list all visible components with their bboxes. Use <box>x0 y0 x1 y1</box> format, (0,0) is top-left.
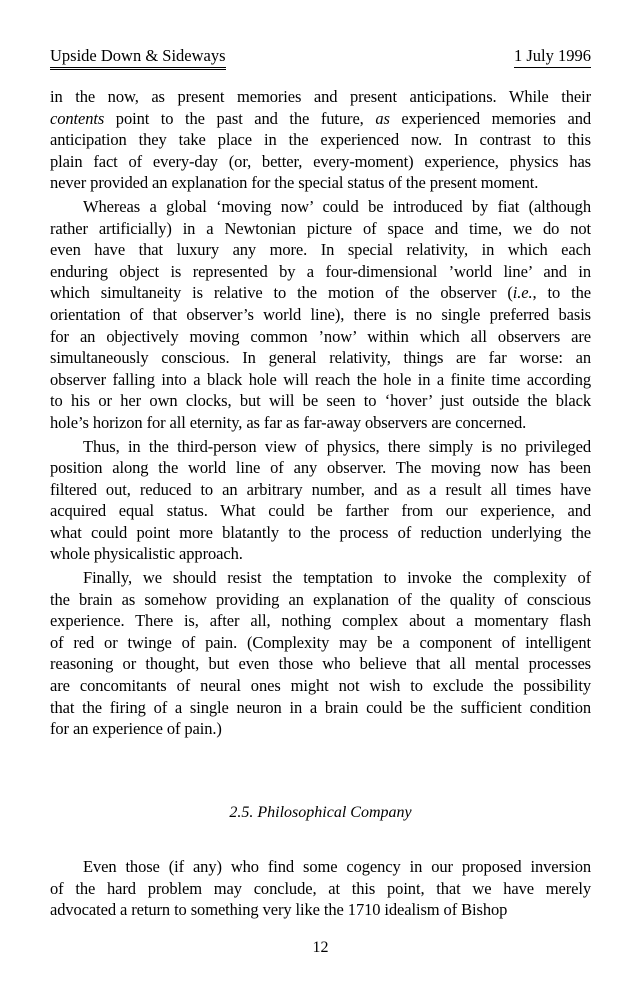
paragraph <box>50 567 591 740</box>
text-line <box>50 347 591 369</box>
text-run: rather artificially) in a Newtonian picture of space and time, we do not <box>50 218 591 238</box>
text-line <box>50 899 591 921</box>
text-line <box>50 282 591 304</box>
text-line <box>50 151 591 173</box>
text-run: are concomitants of neural ones might not wish to exclude the possibility <box>50 676 591 696</box>
text-run: what could point more blatantly to the process of reduction underlying the <box>50 522 591 542</box>
page-number: 12 <box>312 939 329 956</box>
text-line <box>50 412 591 434</box>
text-line <box>50 697 591 719</box>
text-run: of the hard problem may conclude, at this point, that we have merely <box>50 878 591 898</box>
text-run: orientation of that observer’s world line), there is no single preferred basis <box>50 304 591 324</box>
section-heading <box>0 802 641 824</box>
text-run: Finally, we should resist the temptation to invoke the complexity of <box>83 568 591 588</box>
text-line <box>50 261 591 283</box>
text-line <box>50 567 591 589</box>
text-line <box>50 718 591 740</box>
text-line <box>50 500 591 522</box>
text-line <box>50 653 591 675</box>
text-run: experienced memories and <box>389 108 591 128</box>
text-line <box>50 239 591 261</box>
text-line <box>50 610 591 632</box>
text-line <box>50 479 591 501</box>
text-line <box>50 86 591 108</box>
text-run: plain fact of every-day (or, better, every-moment) experience, physics has <box>50 151 591 171</box>
paragraph <box>50 856 591 921</box>
text-run: to his or her own clocks, but will be seen to ‘hover’ just outside the black <box>50 391 591 411</box>
text-line <box>50 172 591 194</box>
section-title: Philosophical Company <box>257 804 412 821</box>
emphasized-text: contents <box>50 108 105 128</box>
text-run: position along the world line of any observer. The moving now has been <box>50 458 591 478</box>
text-run: simultaneously conscious. In general relativity, things are far worse: an <box>50 348 591 368</box>
text-run: the brain as somehow providing an explanation of the quality of conscious <box>50 589 591 609</box>
text-run: anticipation they take place in the experienced now. In contrast to this <box>50 130 591 150</box>
text-run: hole’s horizon for all eternity, as far as far-away observers are concerned. <box>50 412 527 432</box>
text-line <box>50 522 591 544</box>
text-run: acquired equal status. What could be farther from our experience, and <box>50 501 591 521</box>
text-run: point to the past and the future, <box>104 108 376 128</box>
text-run: enduring object is represented by a four-dimensional ’world line’ and in <box>50 261 591 281</box>
text-line <box>50 326 591 348</box>
emphasized-text: as <box>375 108 390 128</box>
header-date: 1 July 1996 <box>514 46 591 68</box>
text-run: Whereas a global ‘moving now’ could be introduced by fiat (although <box>83 196 591 216</box>
text-line <box>50 632 591 654</box>
text-run: Even those (if any) who find some cogency in our proposed inversion <box>83 857 591 876</box>
text-line <box>50 196 591 218</box>
text-line <box>50 675 591 697</box>
text-line <box>50 436 591 458</box>
paragraph <box>50 86 591 194</box>
text-run: whole physicalistic approach. <box>50 544 243 564</box>
text-line <box>50 543 591 565</box>
text-run: observer falling into a black hole will reach the hole in a finite time according <box>50 369 591 389</box>
text-run: in the now, as present memories and present anticipations. While their <box>50 87 591 106</box>
paragraph <box>50 196 591 434</box>
text-line <box>50 589 591 611</box>
text-run: which simultaneity is relative to the motion of the observer ( <box>50 283 513 303</box>
text-line <box>50 369 591 391</box>
text-line <box>50 218 591 240</box>
text-run: advocated a return to something very like the 1710 idealism of Bishop <box>50 900 508 920</box>
text-line <box>50 108 591 130</box>
text-run: filtered out, reduced to an arbitrary number, and as a result all times have <box>50 479 591 499</box>
text-line <box>50 390 591 412</box>
text-run: that the firing of a single neuron in a brain could be the sufficient condition <box>50 697 591 717</box>
emphasized-text: i.e. <box>512 283 533 303</box>
text-line <box>50 878 591 900</box>
section-number: 2.5. <box>229 804 254 821</box>
text-line <box>50 129 591 151</box>
text-run: Thus, in the third-person view of physics, there simply is no privileged <box>83 436 591 456</box>
text-line <box>50 457 591 479</box>
paragraph <box>50 436 591 566</box>
text-run: of red or twinge of pain. (Complexity may be a component of intelligent <box>50 632 591 652</box>
text-line <box>50 304 591 326</box>
running-title: Upside Down & Sideways <box>50 46 226 70</box>
text-line <box>50 856 591 878</box>
text-run: , to the <box>532 283 591 303</box>
text-run: experience. There is, after all, nothing complex about a momentary flash <box>50 611 591 631</box>
text-run: for an objectively moving common ’now’ within which all observers are <box>50 326 591 346</box>
body-text-top <box>50 86 591 740</box>
body-text-bottom <box>50 856 591 921</box>
text-run: even have that luxury any more. In special relativity, in which each <box>50 240 591 260</box>
text-run: for an experience of pain.) <box>50 719 222 739</box>
text-run: never provided an explanation for the special status of the present moment. <box>50 173 539 193</box>
running-header <box>50 46 591 72</box>
text-run: reasoning or thought, but even those who believe that all mental processes <box>50 654 591 674</box>
